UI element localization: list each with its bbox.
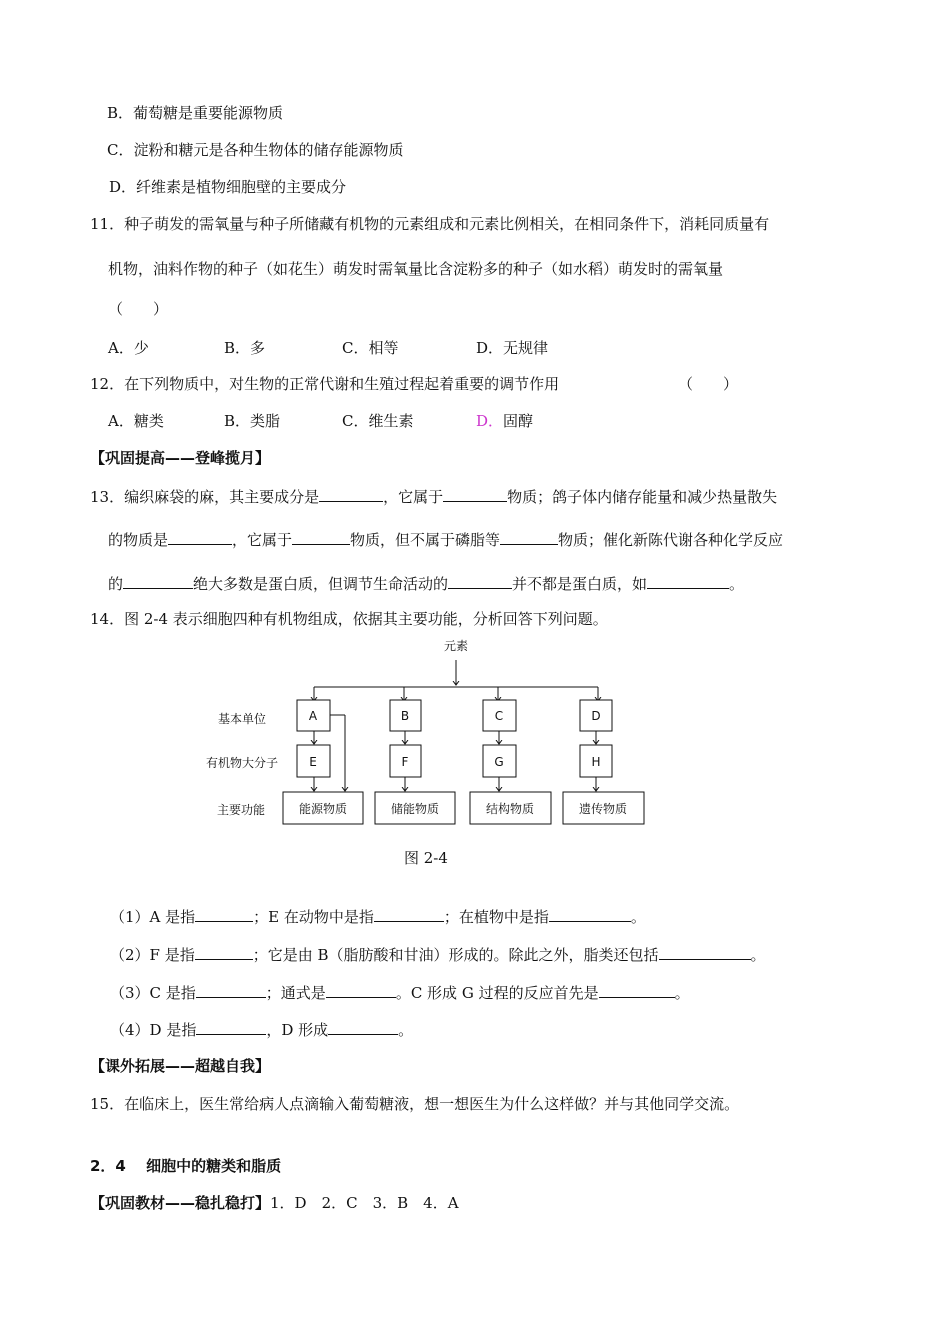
q14-blank-3[interactable] bbox=[549, 906, 631, 922]
answer-line bbox=[90, 1193, 459, 1213]
function-genetic: 遗传物质 bbox=[578, 802, 628, 816]
q14-text: ；通式是 bbox=[265, 984, 326, 1002]
q12-option-d bbox=[476, 411, 533, 431]
q13-blank-3[interactable] bbox=[168, 529, 232, 545]
row-label-main-function: 主要功能 bbox=[217, 803, 266, 817]
q14-text: （4）D 是指 bbox=[110, 1021, 197, 1039]
q10-option-d: D．纤维素是植物细胞壁的主要成分 bbox=[109, 178, 347, 196]
q14-sub3 bbox=[110, 982, 690, 1003]
q14-text: ，D 形成 bbox=[266, 1021, 329, 1039]
q12-option-d-letter: D． bbox=[476, 412, 504, 430]
unit-b: B bbox=[400, 709, 410, 723]
q14-text: （1）A 是指 bbox=[110, 908, 196, 926]
function-storage: 储能物质 bbox=[390, 802, 440, 816]
q13-blank-4[interactable] bbox=[292, 529, 350, 545]
macro-g: G bbox=[494, 755, 504, 769]
q14-text: （3）C 是指 bbox=[110, 984, 196, 1002]
q14-sub1 bbox=[110, 906, 646, 927]
section-heading-extension: 【课外拓展——超越自我】 bbox=[90, 1057, 271, 1075]
q15-stem: 15．在临床上，医生常给病人点滴输入葡萄糖液，想一想医生为什么这样做？并与其他同学交流。 bbox=[90, 1095, 740, 1113]
q13-blank-7[interactable] bbox=[448, 573, 512, 589]
q14-text: 。 bbox=[630, 908, 646, 926]
function-energy: 能源物质 bbox=[298, 802, 348, 816]
q14-text: 。 bbox=[674, 984, 690, 1002]
unit-d: D bbox=[591, 709, 601, 723]
q13-text: ，它属于 bbox=[383, 488, 444, 506]
macro-f: F bbox=[401, 755, 409, 769]
q14-blank-7[interactable] bbox=[326, 982, 396, 998]
q14-sub4 bbox=[110, 1019, 413, 1040]
q14-text: 。 bbox=[398, 1021, 414, 1039]
q13-blank-8[interactable] bbox=[647, 573, 729, 589]
row-label-basic-unit: 基本单位 bbox=[218, 712, 267, 726]
q13-text: 。 bbox=[729, 575, 745, 593]
q14-sub2 bbox=[110, 944, 766, 965]
q14-blank-2[interactable] bbox=[374, 906, 444, 922]
q12-option-c: C．维生素 bbox=[342, 412, 414, 430]
q14-text: 。C 形成 G 过程的反应首先是 bbox=[395, 984, 599, 1002]
macro-e: E bbox=[309, 755, 317, 769]
q14-blank-6[interactable] bbox=[196, 982, 266, 998]
q14-blank-8[interactable] bbox=[599, 982, 675, 998]
q13-text: 物质；催化新陈代谢各种化学反应 bbox=[558, 531, 784, 549]
diagram-top-label: 元素 bbox=[443, 639, 469, 653]
macro-h: H bbox=[591, 755, 601, 769]
q11-stem-line1: 11．种子萌发的需氧量与种子所储藏有机物的元素组成和元素比例相关，在相同条件下，消耗同质量有 bbox=[90, 215, 770, 233]
q12-option-d-text: 固醇 bbox=[503, 412, 534, 430]
q13-text: 并不都是蛋白质，如 bbox=[512, 575, 648, 593]
q13-line2 bbox=[108, 529, 783, 550]
q14-text: ；它是由 B（脂肪酸和甘油）形成的。除此之外，脂类还包括 bbox=[252, 946, 659, 964]
q12-answer-paren: （ ） bbox=[678, 375, 739, 393]
q14-blank-1[interactable] bbox=[195, 906, 253, 922]
row-label-macromolecule: 有机物大分子 bbox=[206, 756, 279, 770]
q11-answer-paren: （ ） bbox=[108, 300, 169, 318]
q13-text: 物质；鸽子体内储存能量和减少热量散失 bbox=[507, 488, 778, 506]
organic-compounds-diagram bbox=[0, 630, 950, 840]
q14-blank-4[interactable] bbox=[195, 944, 253, 960]
q11-option-c: C．相等 bbox=[342, 339, 399, 357]
q13-text: 物质，但不属于磷脂等 bbox=[350, 531, 501, 549]
q10-option-b: B．葡萄糖是重要能源物质 bbox=[107, 104, 284, 122]
q13-line1 bbox=[90, 486, 777, 507]
q13-text: 13．编织麻袋的麻，其主要成分是 bbox=[90, 488, 320, 506]
q10-option-c: C．淀粉和糖元是各种生物体的储存能源物质 bbox=[107, 141, 404, 159]
q13-text: 的物质是 bbox=[108, 531, 169, 549]
function-structure: 结构物质 bbox=[485, 802, 535, 816]
answer-title: 2．4 细胞中的糖类和脂质 bbox=[90, 1157, 282, 1175]
q12-option-a: A．糖类 bbox=[108, 412, 164, 430]
q11-option-b: B．多 bbox=[224, 339, 266, 357]
q14-blank-9[interactable] bbox=[196, 1019, 266, 1035]
q12-option-b: B．类脂 bbox=[224, 412, 281, 430]
q14-text: （2）F 是指 bbox=[110, 946, 195, 964]
q12-stem: 12．在下列物质中，对生物的正常代谢和生殖过程起着重要的调节作用 bbox=[90, 375, 560, 393]
q13-blank-6[interactable] bbox=[123, 573, 193, 589]
answer-section-heading: 【巩固教材——稳扎稳打】 bbox=[90, 1194, 271, 1212]
q14-blank-5[interactable] bbox=[659, 944, 751, 960]
answer-text: 1．D 2．C 3．B 4．A bbox=[270, 1194, 459, 1212]
figure-caption: 图 2-4 bbox=[404, 849, 448, 867]
q13-text: 的 bbox=[108, 575, 124, 593]
q11-stem-line2: 机物，油料作物的种子（如花生）萌发时需氧量比含淀粉多的种子（如水稻）萌发时的需氧量 bbox=[108, 260, 724, 278]
unit-c: C bbox=[494, 709, 504, 723]
q14-blank-10[interactable] bbox=[328, 1019, 398, 1035]
q13-line3 bbox=[108, 573, 744, 594]
q13-blank-5[interactable] bbox=[500, 529, 558, 545]
q13-blank-2[interactable] bbox=[443, 486, 507, 502]
unit-a: A bbox=[308, 709, 318, 723]
q14-text: 。 bbox=[750, 946, 766, 964]
q11-option-d: D．无规律 bbox=[476, 339, 549, 357]
q11-option-a: A．少 bbox=[108, 339, 149, 357]
q13-blank-1[interactable] bbox=[319, 486, 383, 502]
q14-text: ；在植物中是指 bbox=[443, 908, 549, 926]
q14-text: ；E 在动物中是指 bbox=[253, 908, 374, 926]
q13-text: ，它属于 bbox=[232, 531, 293, 549]
q14-stem: 14．图 2-4 表示细胞四种有机物组成，依据其主要功能，分析回答下列问题。 bbox=[90, 610, 608, 628]
section-heading-consolidate: 【巩固提高——登峰揽月】 bbox=[90, 449, 271, 467]
q13-text: 绝大多数是蛋白质，但调节生命活动的 bbox=[193, 575, 449, 593]
